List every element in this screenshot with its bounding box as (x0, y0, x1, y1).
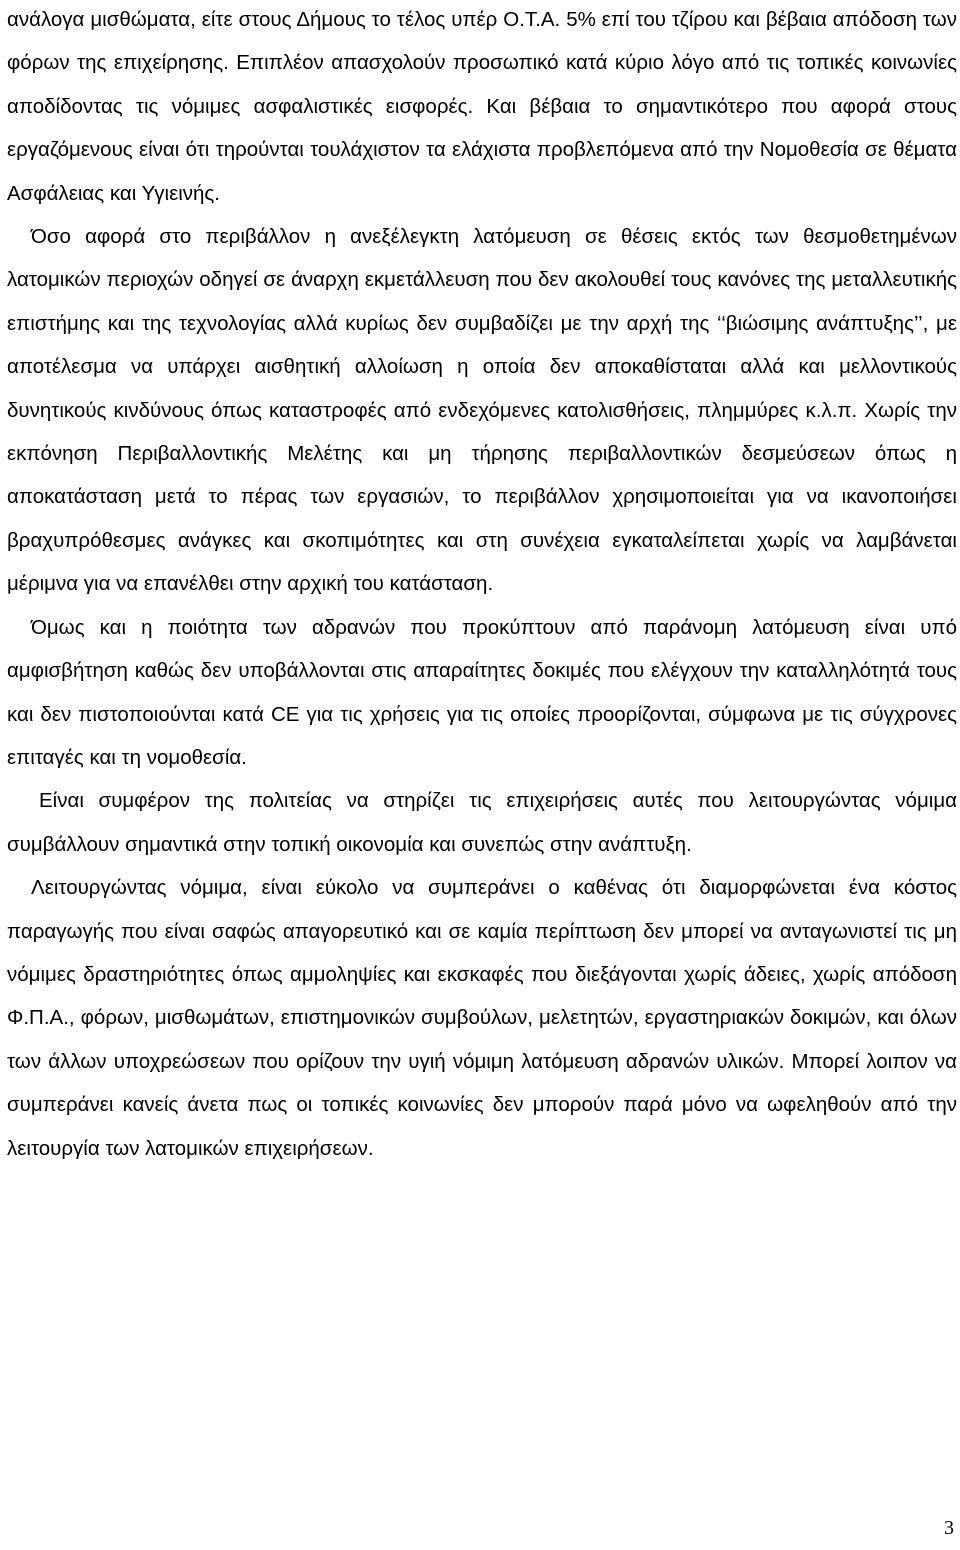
paragraph-employment: ανάλογα μισθώματα, είτε στους Δήμους το τέλος υπέρ Ο.Τ.Α. 5% επί του τζίρου και βέβαια απόδοση των φόρων της επιχείρησης. Επιπλέον απασχολούν προσωπικό κατά κύριο λόγο από τις τοπικές κοινωνίες αποδίδοντας τις νόμιμες ασφαλιστικές εισφορές. Και βέβαια το σημαντικότερο που αφορά στους εργαζόμενους είναι ότι τηρούνται τουλάχιστον τα ελάχιστα προβλεπόμενα από την Νομοθεσία σε θέματα Ασφάλειας και Υγιεινής. (7, 8, 957, 205)
paragraph-aggregate-quality: Όμως και η ποιότητα των αδρανών που προκύπτουν από παράνομη λατόμευση είναι υπό αμφισβήτηση καθώς δεν υποβάλλονται στις απαραίτητες δοκιμές που ελέγχουν την καταλληλότητά τους και δεν πιστοποιούνται κατά CE για τις χρήσεις για τις οποίες προορίζονται, σύμφωνα με τις σύγχρονες επιταγές και τη νομοθεσία. (7, 615, 957, 769)
paragraph-environment: Όσο αφορά στο περιβάλλον η ανεξέλεγκτη λατόμευση σε θέσεις εκτός των θεσμοθετημένων λατομικών περιοχών οδηγεί σε άναρχη εκμετάλλευση που δεν ακολουθεί τους κανόνες της μεταλλευτικής επιστήμης και της τεχνολογίας αλλά κυρίως δεν συμβαδίζει με την αρχή της ‘‘βιώσιμης ανάπτυξης’’, με αποτέλεσμα να υπάρχει αισθητική αλλοίωση η οποία δεν αποκαθίσταται αλλά και μελλοντικούς δυνητικούς κινδύνους όπως καταστροφές από ενδεχόμενες κατολισθήσεις, πλημμύρες κ.λ.π. Χωρίς την εκπόνηση Περιβαλλοντικής Μελέτης και μη τήρησης περιβαλλοντικών δεσμεύσεων όπως η αποκατάσταση μετά το πέρας των εργασιών, το περιβάλλον χρησιμοποιείται για να ικανοποιήσει βραχυπρόθεσμες ανάγκες και σκοπιμότητες και στη συνέχεια εγκαταλείπεται χωρίς να λαμβάνεται μέριμνα για να επανέλθει στην αρχική του κατάσταση. (7, 225, 957, 596)
page-number: 3 (944, 1517, 954, 1539)
document-body (7, 0, 957, 1170)
paragraph-production-cost: Λειτουργώντας νόμιμα, είναι εύκολο να συμπεράνει ο καθένας ότι διαμορφώνεται ένα κόστος παραγωγής που είναι σαφώς απαγορευτικό και σε καμία περίπτωση δεν μπορεί να ανταγωνιστεί τις μη νόμιμες δραστηριότητες όπως αμμοληψίες και εκσκαφές που διεξάγονται χωρίς άδειες, χωρίς απόδοση Φ.Π.Α., φόρων, μισθωμάτων, επιστημονικών συμβούλων, μελετητών, εργαστηριακών δοκιμών, και όλων των άλλων υποχρεώσεων που ορίζουν την υγιή νόμιμη λατόμευση αδρανών υλικών. Μπορεί λοιπον να συμπεράνει κανείς άνετα πως οι τοπικές κοινωνίες δεν μπορούν παρά μόνο να ωφεληθούν από την λειτουργία των λατομικών επιχειρήσεων. (7, 876, 957, 1160)
paragraph-state-interest: Είναι συμφέρον της πολιτείας να στηρίζει τις επιχειρήσεις αυτές που λειτουργώντας νόμιμα συμβάλλουν σημαντικά στην τοπική οικονομία και συνεπώς στην ανάπτυξη. (7, 789, 957, 856)
